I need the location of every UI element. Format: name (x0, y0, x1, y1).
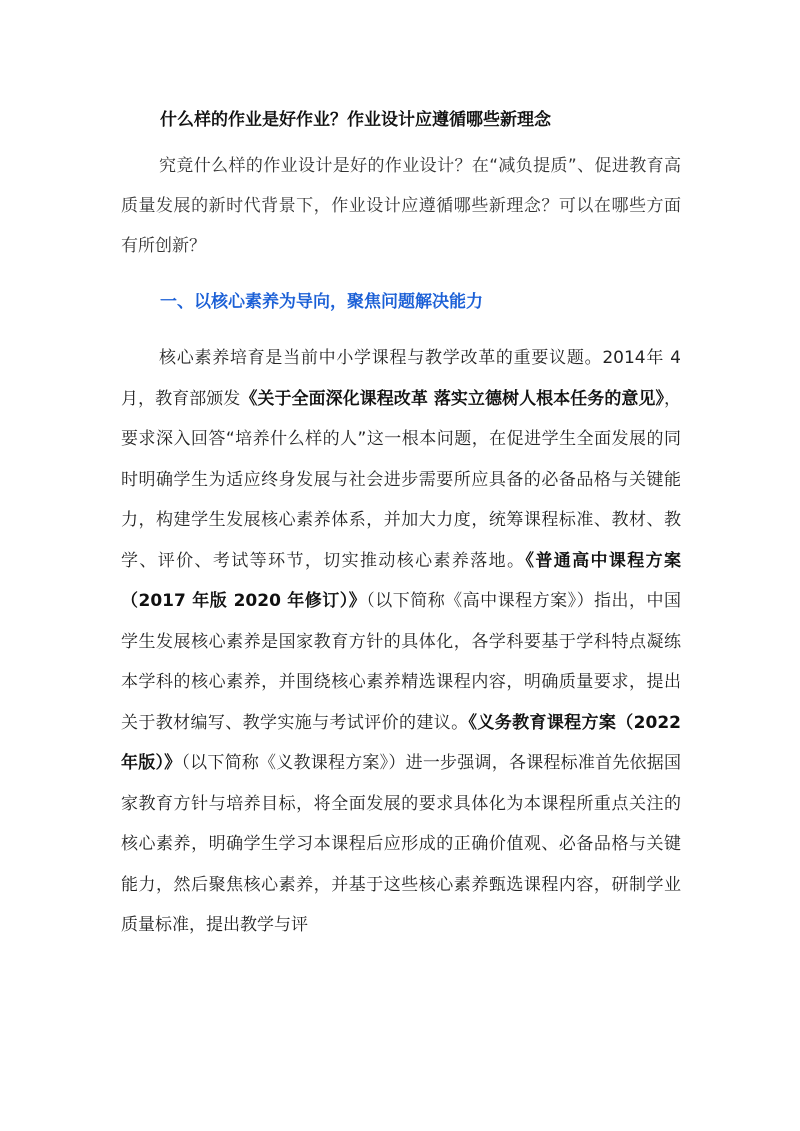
intro-paragraph: 究竟什么样的作业设计是好的作业设计？在“减负提质”、促进教育高质量发展的新时代背景下，作业设计应遵循哪些新理念？可以在哪些方面有所创新？ (121, 156, 681, 256)
body-paragraph (121, 338, 681, 946)
body-text-4: （以下简称《义教课程方案》）进一步强调，各课程标准首先依据国家教育方针与培养目标，将全面发展的要求具体化为本课程所重点关注的核心素养，明确学生学习本课程后应形成的正确价值观、必备品格与关键能力，然后聚焦核心素养，并基于这些核心素养甄选课程内容，研制学业质量标准，提出教学与评 (121, 753, 682, 935)
policy-document-title-3: 《义务教育课程方案（2022 年版）》 (121, 712, 681, 773)
article-title: 什么样的作业是好作业？作业设计应遵循哪些新理念 (160, 110, 551, 130)
policy-document-title-1: 《关于全面深化课程改革 落实立德树人根本任务的意见》 (240, 388, 665, 409)
section-heading: 一、以核心素养为导向，聚焦问题解决能力 (160, 292, 483, 312)
policy-document-title-2: 《普通高中课程方案（2017 年版 2020 年修订）》 (121, 550, 682, 611)
body-text-3: （以下简称《高中课程方案》）指出，中国学生发展核心素养是国家教育方针的具体化，各学科要基于学科特点凝练本学科的核心素养，并围绕核心素养精选课程内容，明确质量要求，提出关于教材编写、教学实施与考试评价的建议。 (121, 591, 682, 733)
body-text-1: 核心素养培育是当前中小学课程与教学改革的重要议题。2014年 4 月，教育部颁发 (121, 348, 681, 409)
body-text-2: ，要求深入回答“培养什么样的人”这一根本问题，在促进学生全面发展的同时明确学生为适应终身发展与社会进步需要所应具备的必备品格与关键能力，构建学生发展核心素养体系，并加大力度，统筹课程标准、教材、教学、评价、考试等环节，切实推动核心素养落地。 (121, 388, 682, 571)
